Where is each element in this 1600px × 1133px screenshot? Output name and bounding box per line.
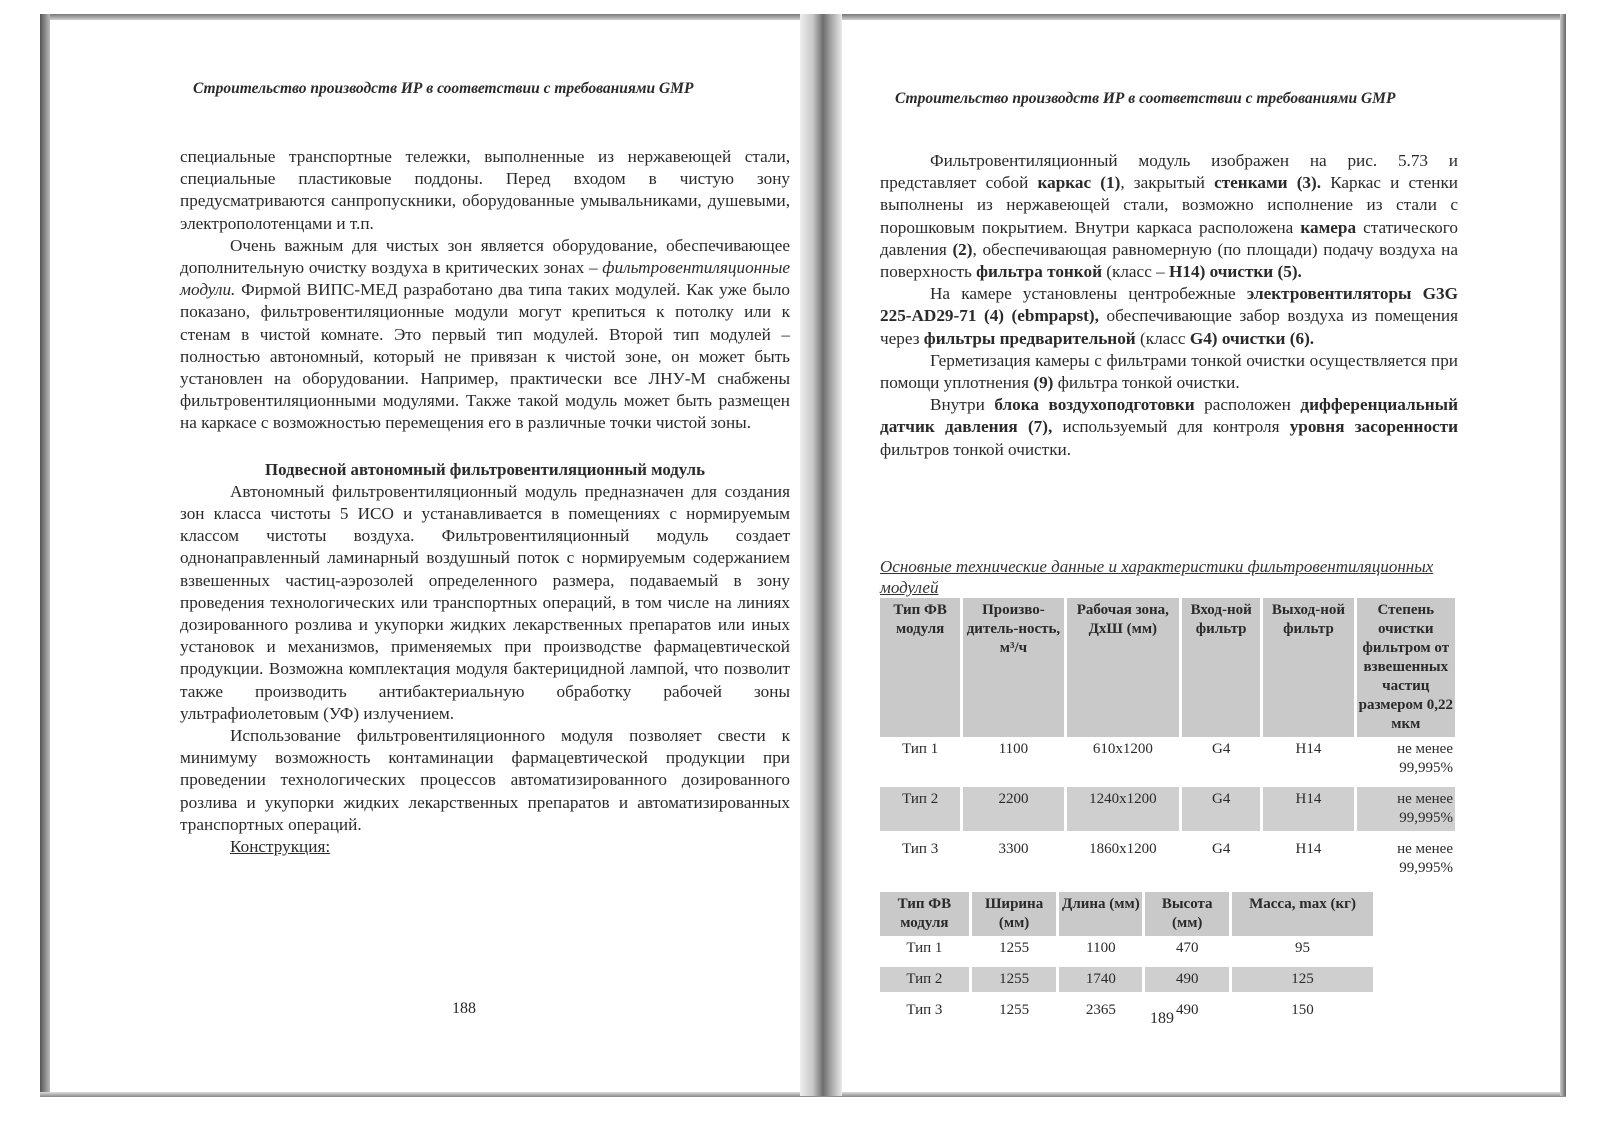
table-cell: Тип 2 (880, 964, 970, 995)
paragraph-text: фильтра тонкой очистки. (1053, 373, 1240, 393)
paragraph-text: Внутри (930, 395, 995, 415)
table-cell: не менее 99,995% (1355, 737, 1456, 784)
table-caption: Основные технические данные и характеристики фильтровентиляционных модулей (880, 557, 1434, 597)
left-page-body (180, 146, 790, 858)
table-row (880, 936, 1375, 964)
dimensions-table (880, 892, 1376, 1023)
table-cell: H14 (1262, 834, 1355, 881)
table-cell: H14 (1262, 784, 1355, 834)
paragraph-text: Каркас и стенки выполнены из нержавеющей стали, возможно исполнение из стали с порошковым покрытием. Внутри каркаса расположена (880, 173, 1459, 237)
scan-edge-left (40, 14, 50, 1096)
paragraph (880, 394, 1458, 461)
paragraph-text: Фильтровентиляционный модуль изображен на рис. 5.73 и представляет собой (880, 151, 1458, 193)
table-row (880, 995, 1375, 1023)
table-cell: не менее 99,995% (1355, 834, 1456, 881)
paragraph (180, 235, 790, 435)
table-cell: 1100 (962, 737, 1065, 784)
scan-edge-right (1560, 14, 1566, 1096)
running-head: Строительство производств ИР в соответствии с требованиями GMP (193, 80, 694, 97)
table-cell: 1255 (970, 964, 1058, 995)
bold-term: блока воздухоподготовки (994, 395, 1195, 415)
table-cell: 1740 (1058, 964, 1144, 995)
bold-term: стенками (3). (1214, 173, 1322, 193)
table-cell: 1100 (1058, 936, 1144, 964)
paragraph-text: На камере установлены центробежные (930, 284, 1247, 304)
paragraph-text: обеспечивающие забор воздуха из помещения через (880, 306, 1458, 348)
table-row (880, 834, 1457, 881)
paragraph (180, 836, 790, 858)
paragraph-text: , обеспечивающая равномерную (по площади) подачу воздуха на поверхность (880, 239, 1458, 282)
bold-term: электровентиляторы G3G 225-AD29-71 (4) (ebmpapst), (880, 284, 1458, 326)
table-cell: Тип 1 (880, 936, 970, 964)
table-cell: 95 (1231, 936, 1375, 964)
subsection-label: Конструкция: (230, 837, 331, 857)
table-cell: G4 (1181, 834, 1262, 881)
bold-term: (9) (1033, 373, 1054, 393)
column-header: Выход-ной фильтр (1262, 598, 1355, 737)
bold-term: камера (1300, 217, 1357, 237)
paragraph-text: (класс – (1101, 262, 1170, 282)
table-cell: 610x1200 (1065, 737, 1180, 784)
table-cell: 470 (1144, 936, 1231, 964)
bold-term: уровня засоренности (1289, 417, 1459, 437)
column-header: Тип ФВ модуля (880, 892, 970, 936)
column-header: Масса, max (кг) (1231, 892, 1375, 936)
right-page (880, 0, 1492, 1133)
table-cell: Тип 3 (880, 995, 970, 1023)
table-cell: 490 (1144, 964, 1231, 995)
page-number: 189 (1150, 1010, 1174, 1027)
paragraph (880, 283, 1458, 350)
bold-term: (2) (952, 239, 973, 259)
book-gutter (800, 14, 842, 1096)
paragraph (880, 150, 1458, 283)
table-cell: Тип 3 (880, 834, 962, 881)
paragraph-text: расположен (1194, 395, 1301, 415)
table-cell: 150 (1231, 995, 1375, 1023)
table-cell: Тип 1 (880, 737, 962, 784)
table-header-row (880, 598, 1457, 737)
paragraph-text: статического давления (880, 217, 1458, 259)
table-cell: 125 (1231, 964, 1375, 995)
table-cell: G4 (1181, 784, 1262, 834)
table-header-row (880, 892, 1375, 936)
bold-term: дифференциальный датчик давления (7), (880, 395, 1458, 437)
paragraph-text: используемый для контроля (1052, 417, 1290, 437)
bold-term: каркас (1) (1037, 173, 1121, 193)
paragraph: Автономный фильтровентиляционный модуль предназначен для создания зон класса чистоты 5 ИСО и устанавливается в помещениях с нормируемым классом чистоты воздуха. Фильтровентиляционный модуль создает однонаправленный ламинарный воздушный поток с нормируемым содержанием взвешенных частиц-аэрозолей определенного размера, подаваемый в зону проведения технологических или транспортных операций, в том числе на линиях дозированного розлива и укупорки жидких лекарственных препаратов или иных установок и механизмов, применяемых при производстве фармацевтической продукции. Возможна комплектация модуля бактерицидной лампой, что позволит также производить антибактериальную обработку рабочей зоны ультрафиолетовым (УФ) излучением. (180, 481, 790, 723)
column-header: Вход-ной фильтр (1181, 598, 1262, 737)
bold-term: G4) (1189, 328, 1218, 348)
left-page (180, 0, 790, 1133)
right-page-body (880, 150, 1458, 461)
table-cell: G4 (1181, 737, 1262, 784)
emphasis-text: фильтровентиляционные модули. (180, 258, 790, 300)
section-heading: Подвесной автономный фильтровентиляционный модуль (265, 459, 705, 479)
specs-table (880, 598, 1458, 881)
table-row (880, 784, 1457, 834)
table-cell: 2365 (1058, 995, 1144, 1023)
paragraph-text: фильтров тонкой очистки. (880, 439, 1072, 459)
table-row (880, 964, 1375, 995)
paragraph-text: (класс (1135, 328, 1190, 348)
table-cell: не менее 99,995% (1355, 784, 1456, 834)
bold-term: фильтра тонкой (976, 262, 1102, 282)
table-cell: Тип 2 (880, 784, 962, 834)
column-header: Длина (мм) (1058, 892, 1144, 936)
paragraph (880, 350, 1458, 394)
column-header: Тип ФВ модуля (880, 598, 962, 737)
column-header: Высота (мм) (1144, 892, 1231, 936)
paragraph: специальные транспортные тележки, выполненные из нержавеющей стали, специальные пластиковые поддоны. Перед входом в чистую зону предусматриваются санпропускники, оборудованные умывальниками, душевыми, электрополотенцами и т.п. (180, 147, 790, 233)
table-cell: 3300 (962, 834, 1065, 881)
table-cell: 1255 (970, 936, 1058, 964)
column-header: Рабочая зона, ДхШ (мм) (1065, 598, 1180, 737)
column-header: Произво-дитель-ность, м³/ч (962, 598, 1065, 737)
table-cell: 1240x1200 (1065, 784, 1180, 834)
paragraph-text: Фирмой ВИПС-МЕД разработано два типа таких модулей. Как уже было показано, фильтровентиляционные модули могут крепиться к потолку или к стенам в чистой комнате. Это первый тип модулей. Второй тип модулей – полностью автономный, который не привязан к чистой зоне, он может быть установлен на оборудовании. Например, практически все ЛНУ-М снабжены фильтровентиляционными модулями. Также такой модуль может быть размещен на каркасе с возможностью перемещения его в различные точки чистой зоны. (180, 280, 790, 433)
table-row (880, 737, 1457, 784)
running-head: Строительство производств ИР в соответствии с требованиями GMP (895, 90, 1396, 107)
table-cell: 490 (1144, 995, 1231, 1023)
page-number: 188 (452, 1000, 476, 1017)
paragraph-text: Герметизация камеры с фильтрами тонкой очистки осуществляется при помощи уплотнения (880, 350, 1458, 393)
paragraph-text: , закрытый (1120, 173, 1215, 193)
table-cell: H14 (1262, 737, 1355, 784)
bold-term: очистки (6). (1221, 328, 1315, 348)
table-cell: 1860x1200 (1065, 834, 1180, 881)
bold-term: Н14) очистки (5). (1169, 262, 1302, 282)
table-cell: 2200 (962, 784, 1065, 834)
bold-term: фильтры предварительной (923, 328, 1136, 348)
paragraph: Использование фильтровентиляционного модуля позволяет свести к минимуму возможность контаминации фармацевтической продукции при проведении технологических процессов автоматизированного дозированного розлива и укупорки жидких лекарственных препаратов и автоматизированных транспортных операций. (180, 726, 790, 834)
column-header: Ширина (мм) (970, 892, 1058, 936)
table-cell: 1255 (970, 995, 1058, 1023)
column-header: Степень очистки фильтром от взвешенных частиц размером 0,22 мкм (1355, 598, 1456, 737)
paragraph-text: Очень важным для чистых зон является оборудование, обеспечивающее дополнительную очистку воздуха в критических зонах – (180, 235, 790, 278)
